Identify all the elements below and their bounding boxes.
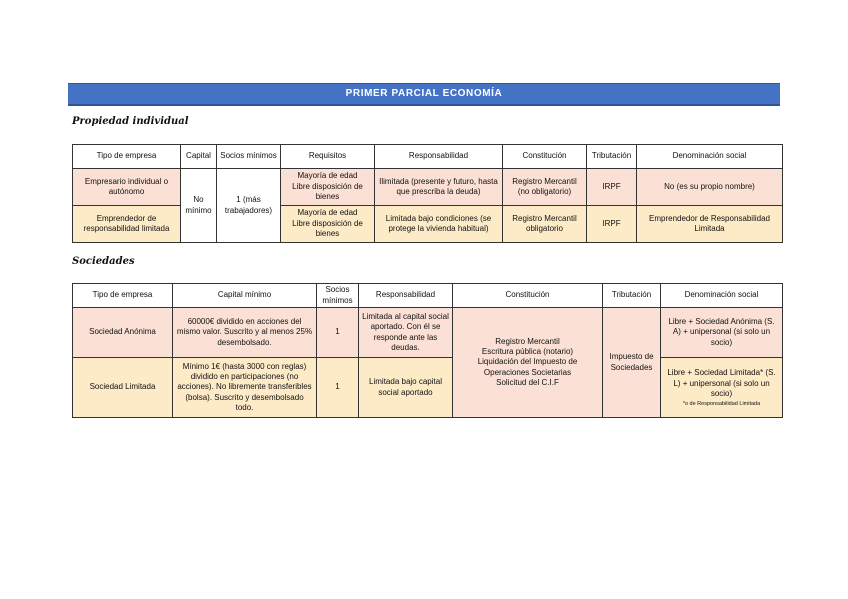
cell-tipo: Sociedad Limitada [73, 358, 173, 418]
cell-tributacion: IRPF [587, 169, 637, 206]
header-capital: Capital [181, 145, 217, 169]
cell-capital: No mínimo [181, 169, 217, 243]
cell-responsabilidad: Limitada al capital social aportado. Con él se responde ante las deudas. [359, 308, 453, 358]
header-denominacion: Denominación social [661, 284, 783, 308]
denominacion-text: Libre + Sociedad Limitada* (S. L) + unipersonal (si solo un socio) [667, 368, 776, 399]
cell-denominacion [661, 358, 783, 418]
cell-tributacion: IRPF [587, 206, 637, 243]
header-tributacion: Tributación [603, 284, 661, 308]
cell-constitucion: Registro Mercantil (no obligatorio) [503, 169, 587, 206]
header-socios: Socios mínimos [217, 145, 281, 169]
cell-responsabilidad: Limitada bajo capital social aportado [359, 358, 453, 418]
header-tipo: Tipo de empresa [73, 284, 173, 308]
cell-responsabilidad: Ilimitada (presente y futuro, hasta que prescriba la deuda) [375, 169, 503, 206]
cell-capital: 60000€ dividido en acciones del mismo valor. Suscrito y al menos 25% desembolsado. [173, 308, 317, 358]
cell-denominacion: Libre + Sociedad Anónima (S. A) + unipersonal (si solo un socio) [661, 308, 783, 358]
cell-responsabilidad: Limitada bajo condiciones (se protege la vivienda habitual) [375, 206, 503, 243]
header-tributacion: Tributación [587, 145, 637, 169]
cell-tipo: Sociedad Anónima [73, 308, 173, 358]
table-row [73, 206, 783, 243]
section-title-sociedades: Sociedades [72, 256, 135, 267]
cell-capital: Mínimo 1€ (hasta 3000 con reglas) dividido en participaciones (no acciones). No libremente transferibles (bolsa). Suscrito y desembolsado todo. [173, 358, 317, 418]
header-capital-minimo: Capital mínimo [173, 284, 317, 308]
header-tipo: Tipo de empresa [73, 145, 181, 169]
table-header-row [73, 284, 783, 308]
cell-constitucion: Registro Mercantil Escritura pública (notario) Liquidación del Impuesto de Operaciones Societarias Solicitud del C.I.F [453, 308, 603, 418]
header-responsabilidad: Responsabilidad [375, 145, 503, 169]
cell-denominacion: No (es su propio nombre) [637, 169, 783, 206]
cell-denominacion: Emprendedor de Responsabilidad Limitada [637, 206, 783, 243]
page-banner: PRIMER PARCIAL ECONOMÍA [68, 83, 780, 106]
cell-socios: 1 [317, 358, 359, 418]
denominacion-note: *o de Responsabilidad Limitada [682, 400, 761, 407]
table-sociedades [72, 283, 783, 418]
table-row [73, 358, 783, 418]
header-constitucion: Constitución [453, 284, 603, 308]
table-row [73, 308, 783, 358]
table-row [73, 169, 783, 206]
header-responsabilidad: Responsabilidad [359, 284, 453, 308]
cell-socios: 1 [317, 308, 359, 358]
cell-requisitos: Mayoría de edad Libre disposición de bienes [281, 206, 375, 243]
cell-tipo: Empresario individual o autónomo [73, 169, 181, 206]
cell-socios: 1 (más trabajadores) [217, 169, 281, 243]
header-constitucion: Constitución [503, 145, 587, 169]
cell-tributacion: Impuesto de Sociedades [603, 308, 661, 418]
header-requisitos: Requisitos [281, 145, 375, 169]
table-header-row [73, 145, 783, 169]
section-title-individual: Propiedad individual [72, 116, 189, 127]
header-denominacion: Denominación social [637, 145, 783, 169]
header-socios: Socios mínimos [317, 284, 359, 308]
cell-requisitos: Mayoría de edad Libre disposición de bienes [281, 169, 375, 206]
cell-tipo: Emprendedor de responsabilidad limitada [73, 206, 181, 243]
cell-constitucion: Registro Mercantil obligatorio [503, 206, 587, 243]
table-propiedad-individual [72, 144, 783, 243]
